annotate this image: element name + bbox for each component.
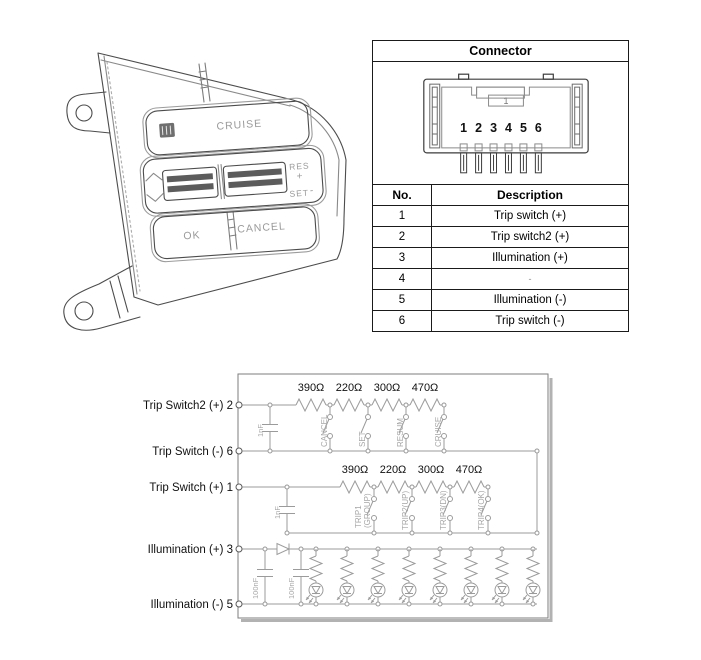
connector-top-bump-left [459, 74, 469, 79]
capacitor-value: 1nF [256, 424, 265, 437]
switch-label-set: SET [358, 431, 367, 447]
resistor-value: 300Ω [373, 382, 401, 394]
pin-number-4: 4 [505, 120, 512, 135]
up-chevron-icon [146, 173, 162, 181]
body-top-edge-line [101, 60, 290, 106]
pin-number-5: 5 [519, 120, 527, 135]
pin-label-illumination-neg: Illumination (-) 5 [150, 599, 233, 611]
switch-label-trip3: TRIP3(DN) [439, 490, 448, 530]
connector-terminal-pins [461, 153, 542, 173]
resistor-value: 220Ω [379, 464, 407, 476]
table-row: 3 Illumination (+) [373, 248, 628, 269]
down-chevron-icon [147, 194, 163, 202]
body-edge-hatch [107, 62, 140, 291]
upper-mount-hole [76, 105, 92, 121]
trip-computer-icon [159, 123, 175, 138]
resistor-value: 470Ω [411, 382, 439, 394]
switch-label-trip2: TRIP2(UP) [401, 490, 410, 530]
connector-panel [372, 40, 629, 332]
cancel-button-label: CANCEL [236, 220, 287, 236]
table-row: 2 Trip switch2 (+) [373, 227, 628, 248]
circuit-diagram [125, 360, 570, 640]
resistor-value: 390Ω [341, 464, 369, 476]
pin-number-6: 6 [534, 120, 542, 135]
connector-index-tab [477, 87, 525, 98]
switch-label-trip4: TRIP4(OK) [477, 490, 486, 530]
capacitor-value: 1nF [273, 506, 282, 519]
mount-stem-top [199, 63, 210, 102]
col-header-description: Description [496, 188, 563, 202]
col-header-no: No. [373, 185, 432, 205]
res-label: RES [288, 160, 310, 172]
pin-label-trip-switch-neg: Trip Switch (-) 6 [152, 446, 233, 458]
switch-label-cruise: CRUISE [434, 416, 443, 447]
lower-mount-bracket [64, 266, 140, 330]
left-rocker-switch [162, 167, 218, 201]
lower-bracket-ribs [110, 276, 128, 318]
pin-number-1: 1 [460, 120, 468, 135]
capacitor-value: 100nF [287, 577, 296, 599]
resistor-value: 470Ω [455, 464, 483, 476]
pin-number-3: 3 [490, 120, 497, 135]
capacitor-value: 100nF [251, 577, 260, 599]
connector-top-bump-right [543, 74, 553, 79]
connector-drawing-cell [373, 62, 628, 185]
upper-mount-bracket [67, 92, 110, 133]
mount-stem-bottom [227, 211, 237, 250]
set-label: SET [289, 187, 310, 199]
connector-lock-left [430, 84, 440, 148]
pin-description-table [373, 185, 628, 331]
switch-label-resume: RESUM [396, 418, 405, 447]
ok-button-label: OK [182, 229, 201, 243]
steering-wheel-remote-illustration [55, 25, 355, 340]
pin-label-illumination-pos: Illumination (+) 3 [147, 544, 233, 556]
switch-label-trip1: TRIP1 [354, 505, 363, 528]
table-row: 4 - [373, 269, 628, 290]
switch-label-cancel: CANCEL [320, 414, 329, 447]
lower-mount-hole [75, 302, 93, 320]
resistor-value: 300Ω [417, 464, 445, 476]
connector-title: Connector [373, 41, 628, 62]
connector-housing [424, 79, 588, 153]
resistor-value: 220Ω [335, 382, 363, 394]
resistor-value: 390Ω [297, 382, 325, 394]
connector-lock-right [572, 84, 582, 148]
connector-index-label: 1 [503, 96, 509, 107]
table-header-row [373, 185, 628, 206]
switch-label-trip1-group: (GROUP) [363, 493, 372, 528]
right-rocker-switch [223, 162, 287, 196]
cruise-button-label: CRUISE [216, 117, 263, 133]
pin-label-trip-switch-pos: Trip Switch (+) 1 [149, 482, 233, 494]
table-row: 1 Trip switch (+) [373, 206, 628, 227]
minus-label: - [309, 185, 315, 197]
table-row: 5 Illumination (-) [373, 290, 628, 311]
connector-drawing [374, 62, 627, 184]
pin-number-2: 2 [475, 120, 483, 135]
pin-label-trip-switch2-pos: Trip Switch2 (+) 2 [142, 400, 233, 412]
table-row: 6 Trip switch (-) [373, 311, 628, 331]
body-left-edge-line [104, 56, 137, 294]
plus-label: + [296, 170, 304, 183]
